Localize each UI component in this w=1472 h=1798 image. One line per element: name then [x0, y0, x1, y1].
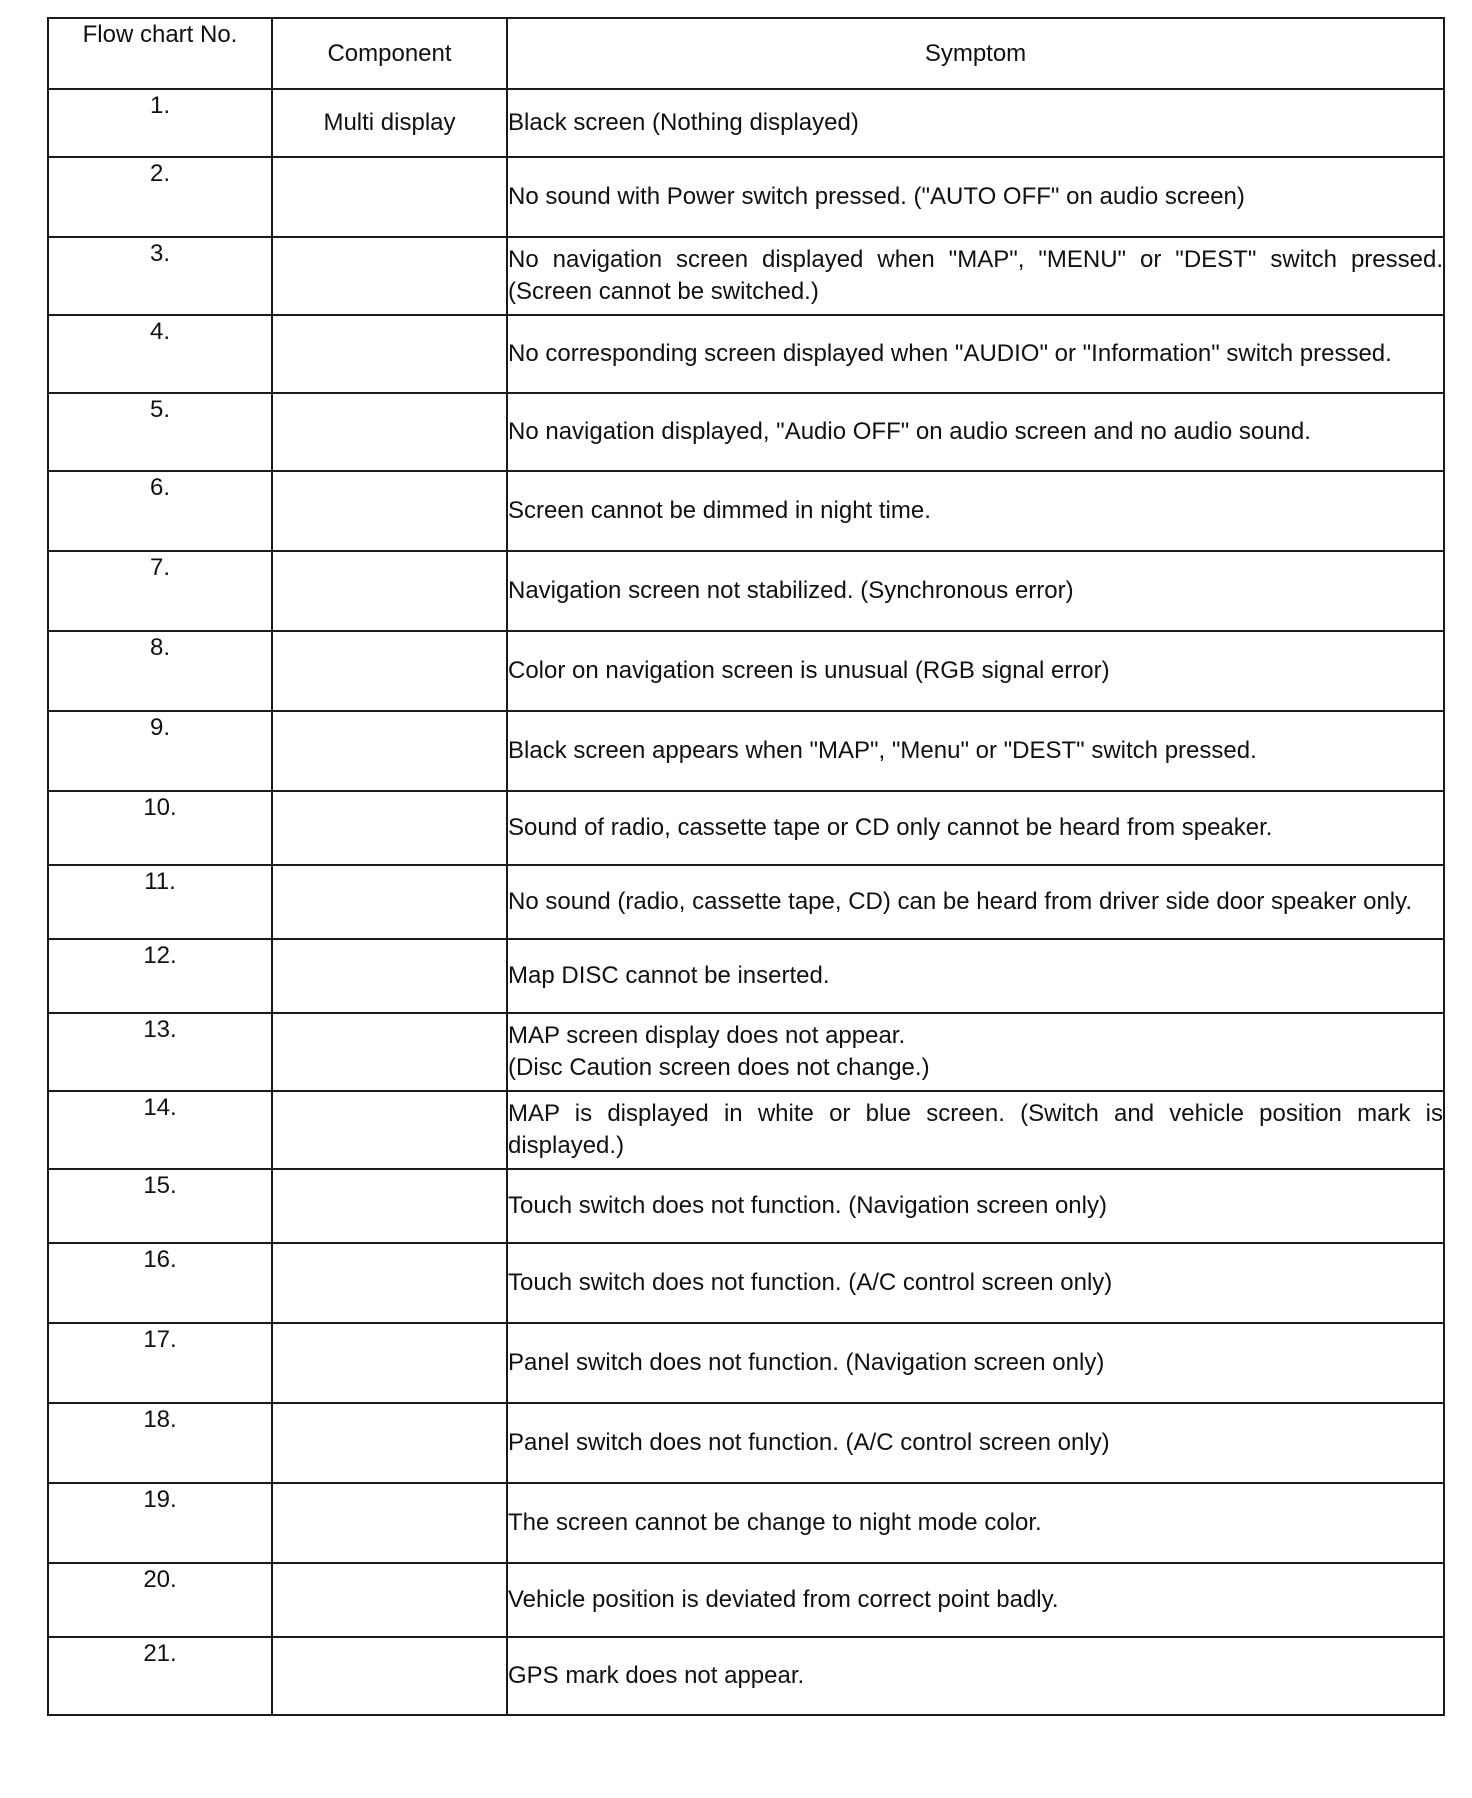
component	[272, 1013, 507, 1091]
table-row	[48, 551, 1444, 631]
symptom: Map DISC cannot be inserted.	[507, 939, 1444, 1013]
symptom: No sound (radio, cassette tape, CD) can be heard from driver side door speaker only.	[507, 865, 1444, 939]
table-row	[48, 865, 1444, 939]
flow-chart-no: 6.	[48, 471, 272, 551]
table-row	[48, 1563, 1444, 1637]
symptom: The screen cannot be change to night mode color.	[507, 1483, 1444, 1563]
table-row	[48, 1243, 1444, 1323]
table-row	[48, 1637, 1444, 1715]
component	[272, 315, 507, 393]
table-row	[48, 393, 1444, 471]
component	[272, 551, 507, 631]
header-flow-chart-no: Flow chart No.	[48, 18, 272, 89]
symptom: No navigation displayed, "Audio OFF" on audio screen and no audio sound.	[507, 393, 1444, 471]
symptom: Touch switch does not function. (A/C control screen only)	[507, 1243, 1444, 1323]
table-row	[48, 711, 1444, 791]
flow-chart-no: 16.	[48, 1243, 272, 1323]
symptom: Panel switch does not function. (A/C control screen only)	[507, 1403, 1444, 1483]
component: Multi display	[272, 89, 507, 157]
table-row	[48, 157, 1444, 237]
table-header-row	[48, 18, 1444, 89]
table-row	[48, 1091, 1444, 1169]
component	[272, 1169, 507, 1243]
flow-chart-no: 5.	[48, 393, 272, 471]
component	[272, 1403, 507, 1483]
header-component: Component	[272, 18, 507, 89]
flow-chart-no: 20.	[48, 1563, 272, 1637]
component	[272, 791, 507, 865]
symptom-table-sheet	[47, 17, 1443, 1716]
symptom-multiline	[507, 1013, 1444, 1091]
component	[272, 939, 507, 1013]
symptom: Navigation screen not stabilized. (Synchronous error)	[507, 551, 1444, 631]
table-row	[48, 237, 1444, 315]
symptom: GPS mark does not appear.	[507, 1637, 1444, 1715]
flow-chart-no: 3.	[48, 237, 272, 315]
flow-chart-no: 10.	[48, 791, 272, 865]
table-row	[48, 1169, 1444, 1243]
flow-chart-no: 21.	[48, 1637, 272, 1715]
component	[272, 237, 507, 315]
symptom: Color on navigation screen is unusual (RGB signal error)	[507, 631, 1444, 711]
component	[272, 631, 507, 711]
symptom: Panel switch does not function. (Navigation screen only)	[507, 1323, 1444, 1403]
table-row	[48, 315, 1444, 393]
flow-chart-no: 7.	[48, 551, 272, 631]
flow-chart-no: 13.	[48, 1013, 272, 1091]
header-symptom: Symptom	[507, 18, 1444, 89]
component	[272, 471, 507, 551]
component	[272, 711, 507, 791]
component	[272, 393, 507, 471]
flow-chart-no: 11.	[48, 865, 272, 939]
flow-chart-no: 15.	[48, 1169, 272, 1243]
symptom-table	[47, 17, 1445, 1716]
symptom: Black screen appears when "MAP", "Menu" or "DEST" switch pressed.	[507, 711, 1444, 791]
symptom-line: (Disc Caution screen does not change.)	[508, 1054, 930, 1081]
symptom: MAP is displayed in white or blue screen. (Switch and vehicle position mark is displayed.)	[507, 1091, 1444, 1169]
table-row	[48, 1403, 1444, 1483]
symptom: No navigation screen displayed when "MAP", "MENU" or "DEST" switch pressed. (Screen cannot be switched.)	[507, 237, 1444, 315]
flow-chart-no: 14.	[48, 1091, 272, 1169]
component	[272, 1637, 507, 1715]
component	[272, 157, 507, 237]
symptom-line: MAP screen display does not appear.	[508, 1022, 906, 1049]
table-row	[48, 631, 1444, 711]
flow-chart-no: 4.	[48, 315, 272, 393]
flow-chart-no: 9.	[48, 711, 272, 791]
table-row	[48, 89, 1444, 157]
table-row	[48, 471, 1444, 551]
component	[272, 1091, 507, 1169]
flow-chart-no: 12.	[48, 939, 272, 1013]
component	[272, 1563, 507, 1637]
table-row	[48, 939, 1444, 1013]
flow-chart-no: 8.	[48, 631, 272, 711]
component	[272, 1243, 507, 1323]
symptom: No sound with Power switch pressed. ("AUTO OFF" on audio screen)	[507, 157, 1444, 237]
table-row	[48, 1013, 1444, 1091]
table-row	[48, 1483, 1444, 1563]
flow-chart-no: 18.	[48, 1403, 272, 1483]
symptom: Touch switch does not function. (Navigation screen only)	[507, 1169, 1444, 1243]
component	[272, 1483, 507, 1563]
component	[272, 865, 507, 939]
symptom: Screen cannot be dimmed in night time.	[507, 471, 1444, 551]
flow-chart-no: 17.	[48, 1323, 272, 1403]
symptom: No corresponding screen displayed when "AUDIO" or "Information" switch pressed.	[507, 315, 1444, 393]
component	[272, 1323, 507, 1403]
table-row	[48, 791, 1444, 865]
flow-chart-no: 1.	[48, 89, 272, 157]
symptom: Black screen (Nothing displayed)	[507, 89, 1444, 157]
flow-chart-no: 2.	[48, 157, 272, 237]
symptom: Sound of radio, cassette tape or CD only cannot be heard from speaker.	[507, 791, 1444, 865]
symptom: Vehicle position is deviated from correct point badly.	[507, 1563, 1444, 1637]
table-row	[48, 1323, 1444, 1403]
flow-chart-no: 19.	[48, 1483, 272, 1563]
